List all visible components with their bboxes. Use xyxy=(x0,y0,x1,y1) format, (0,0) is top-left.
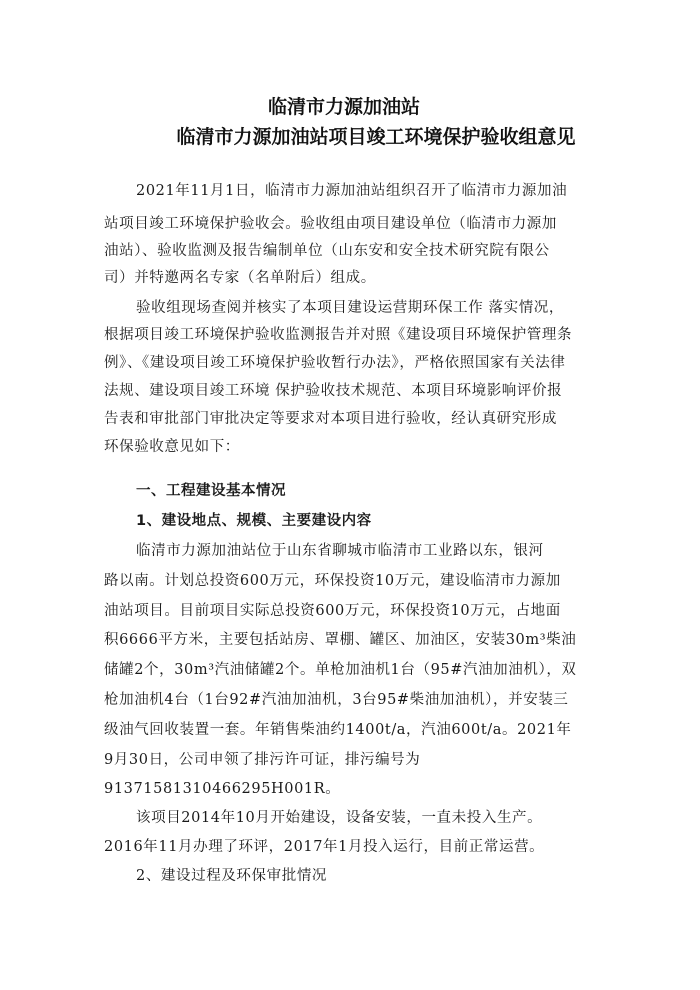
paragraph-line: 9月30日，公司申领了排污许可证，排污编号为 xyxy=(104,752,421,768)
paragraph-line: 级油气回收装置一套。年销售柴油约1400t/a，汽油600t/a。2021年 xyxy=(104,722,572,738)
paragraph-line: 站项目竣工环境保护验收会。验收组由项目建设单位（临清市力源加 xyxy=(104,216,557,232)
subsection-heading-2: 2、建设过程及环保审批情况 xyxy=(136,868,328,884)
paragraph-line: 例》、《建设项目竣工环境保护验收暂行办法》，严格依照国家有关法律 xyxy=(104,355,566,371)
document-title-main: 临清市力源加油站 xyxy=(267,96,420,118)
paragraph-line: 油站项目。目前项目实际总投资600万元，环保投资10万元，占地面 xyxy=(104,603,561,619)
paragraph-line: 储罐2个，30m³汽油储罐2个。单枪加油机1台（95#汽油加油机），双 xyxy=(104,662,577,678)
paragraph-line: 根据项目竣工环境保护验收监测报告并对照《建设项目环境保护管理条 xyxy=(104,327,573,343)
paragraph-line: 路以南。计划总投资600万元，环保投资10万元，建设临清市力源加 xyxy=(104,573,561,589)
paragraph-line: 2016年11月办理了环评，2017年1月投入运行，目前正常运营。 xyxy=(104,839,545,855)
paragraph-line: 油站）、验收监测及报告编制单位（山东安和安全技术研究院有限公 xyxy=(104,243,550,259)
paragraph-line: 该项目2014年10月开始建设，设备安装，一直未投入生产。 xyxy=(136,810,543,826)
paragraph-line: 枪加油机4台（1台92#汽油加油机，3台95#柴油加油机），并安装三 xyxy=(104,692,569,708)
paragraph-line: 91371581310466295H001R。 xyxy=(104,781,341,797)
paragraph-line: 验收组现场查阅并核实了本项目建设运营期环保工作 落实情况， xyxy=(136,300,565,316)
paragraph-line: 告表和审批部门审批决定等要求对本项目进行验收，经认真研究形成 xyxy=(104,411,557,427)
section-heading-1: 一、工程建设基本情况 xyxy=(136,483,286,499)
paragraph-line: 司）并特邀两名专家（名单附后）组成。 xyxy=(104,270,376,286)
paragraph-line: 临清市力源加油站位于山东省聊城市临清市工业路以东，银河 xyxy=(136,543,544,559)
paragraph-line: 2021年11月1日，临清市力源加油站组织召开了临清市力源加油 xyxy=(136,183,568,199)
subsection-heading-1: 1、建设地点、规模、主要建设内容 xyxy=(136,513,372,529)
paragraph-line: 环保验收意见如下： xyxy=(104,439,240,455)
document-title-sub: 临清市力源加油站项目竣工环境保护验收组意见 xyxy=(176,126,576,148)
paragraph-line: 积6666平方米，主要包括站房、罩棚、罐区、加油区，安装30m³柴油 xyxy=(104,632,577,648)
paragraph-line: 法规、建设项目竣工环境 保护验收技术规范、本项目环境影响评价报 xyxy=(104,383,563,399)
